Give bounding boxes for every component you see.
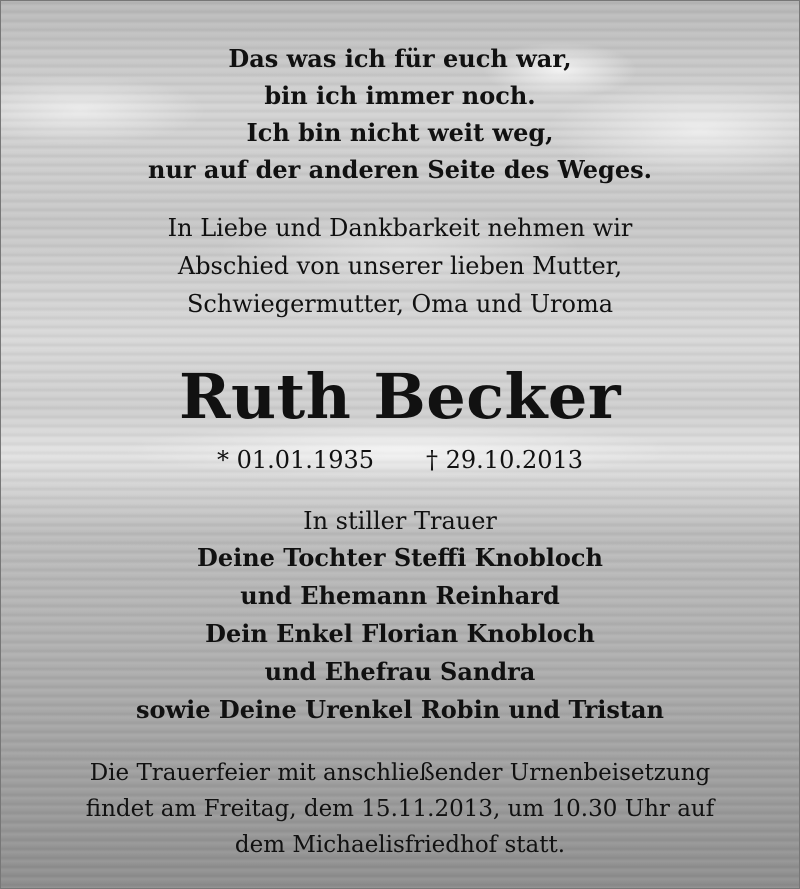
- intro-line: Abschied von unserer lieben Mutter,: [177, 252, 623, 280]
- funeral-details: [0, 755, 800, 863]
- poem-verse: [0, 40, 800, 188]
- mourning-lead: In stiller Trauer: [303, 507, 497, 535]
- intro-line: In Liebe und Dankbarkeit nehmen wir: [167, 214, 633, 242]
- mourner-line: Dein Enkel Florian Knobloch: [205, 619, 595, 648]
- deceased-name: Ruth Becker: [178, 360, 622, 433]
- life-dates: [0, 443, 800, 477]
- poem-line: nur auf der anderen Seite des Weges.: [148, 155, 652, 184]
- mourner-line: und Ehefrau Sandra: [264, 657, 536, 686]
- poem-line: Ich bin nicht weit weg,: [246, 118, 554, 147]
- mourner-line: Deine Tochter Steffi Knobloch: [197, 543, 603, 572]
- farewell-intro: [0, 209, 800, 323]
- funeral-line: dem Michaelisfriedhof statt.: [234, 832, 566, 858]
- mourners-list: [0, 539, 800, 729]
- funeral-line: Die Trauerfeier mit anschließender Urnenbeisetzung: [89, 760, 711, 786]
- poem-line: bin ich immer noch.: [264, 81, 536, 110]
- birth-date: * 01.01.1935: [216, 446, 374, 474]
- mourner-line: sowie Deine Urenkel Robin und Tristan: [135, 695, 665, 724]
- death-date: † 29.10.2013: [426, 446, 584, 474]
- poem-line: Das was ich für euch war,: [228, 44, 572, 73]
- intro-line: Schwiegermutter, Oma und Uroma: [186, 290, 614, 318]
- funeral-line: findet am Freitag, dem 15.11.2013, um 10.30 Uhr auf: [85, 796, 715, 822]
- mourner-line: und Ehemann Reinhard: [240, 581, 560, 610]
